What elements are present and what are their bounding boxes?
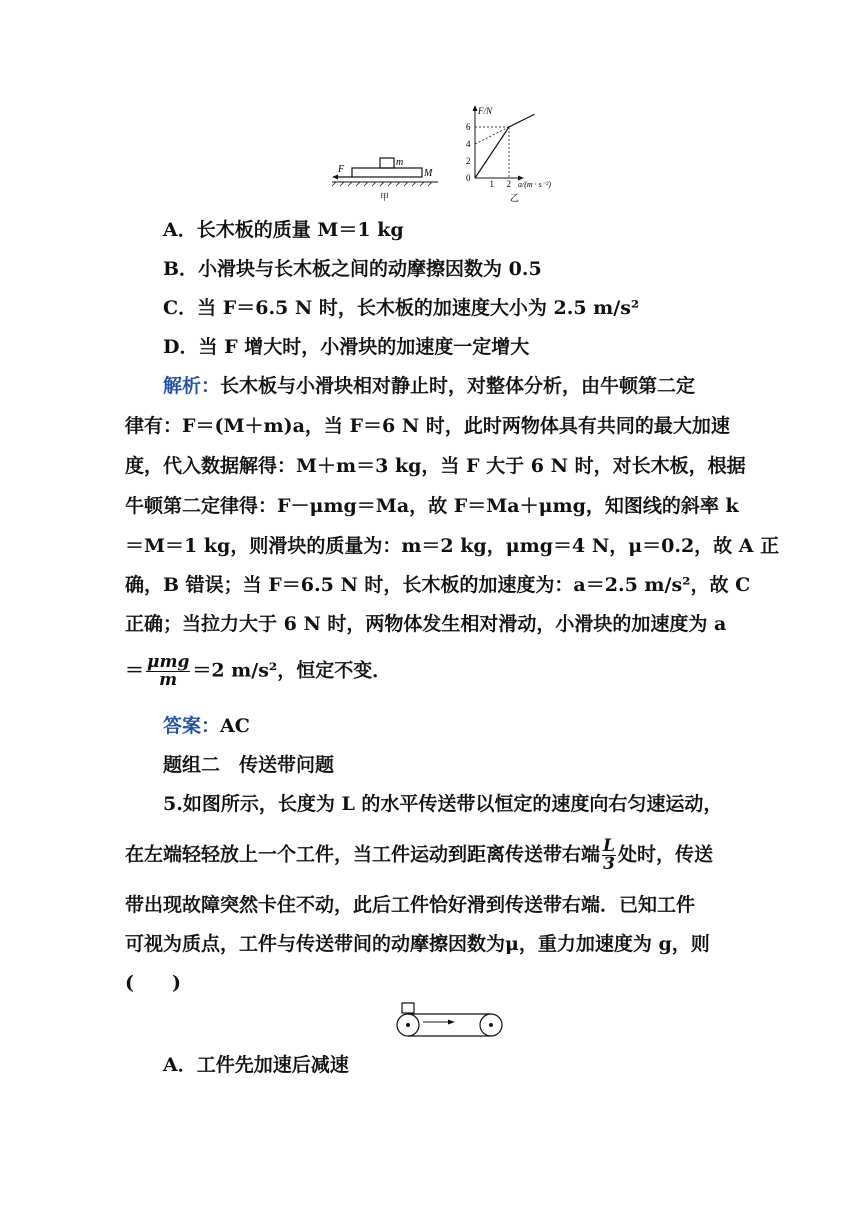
analysis-text-1: 长木板与小滑块相对静止时，对整体分析，由牛顿第二定 bbox=[220, 375, 696, 397]
option-q4-c: C．当 F＝6.5 N 时，长木板的加速度大小为 2.5 m/s² bbox=[163, 297, 640, 319]
analysis-line-3: 度，代入数据解得：M＋m＝3 kg，当 F 大于 6 N 时，对长木板，根据 bbox=[125, 455, 746, 477]
answer-value: AC bbox=[220, 715, 250, 737]
y-axis-label: F/N bbox=[478, 106, 493, 116]
analysis-line-1 bbox=[163, 372, 775, 400]
y-tick-label: 4 bbox=[466, 139, 471, 149]
x-axis-label: a/(m · s⁻²) bbox=[518, 180, 552, 189]
force-label: F bbox=[338, 164, 345, 175]
f-a-series-line bbox=[475, 114, 535, 178]
analysis-line-4: 牛顿第二定律得：F－μmg＝Ma，故 F＝Ma＋μmg，知图线的斜率 k bbox=[125, 495, 739, 517]
analysis-line-5: ＝M＝1 kg，则滑块的质量为：m＝2 kg，μmg＝4 N，μ＝0.2，故 A 正 bbox=[125, 535, 780, 557]
x-tick-label: 1 bbox=[489, 179, 494, 189]
figure-f-a-graph bbox=[455, 102, 580, 208]
option-q4-a: A．长木板的质量 M＝1 kg bbox=[163, 219, 404, 241]
figure-caption-yi: 乙 bbox=[510, 193, 520, 203]
figure-board-block bbox=[330, 150, 440, 205]
analysis-line-2: 律有：F＝(M＋m)a，当 F＝6 N 时，此时两物体具有共同的最大加速 bbox=[125, 415, 730, 437]
board-label: M bbox=[424, 168, 433, 179]
x-tick-label: 2 bbox=[506, 179, 511, 189]
answer-line bbox=[163, 712, 775, 740]
workpiece bbox=[402, 1003, 414, 1013]
analysis-line-6: 确，B 错误；当 F＝6.5 N 时，长木板的加速度为：a＝2.5 m/s²，故 C bbox=[125, 574, 751, 596]
option-q5-a: A．工件先加速后减速 bbox=[163, 1054, 349, 1076]
q5-line-5: ( ) bbox=[125, 972, 181, 994]
block-label: m bbox=[396, 157, 404, 168]
answer-label: 答案： bbox=[163, 715, 221, 737]
option-q4-d: D．当 F 增大时，小滑块的加速度一定增大 bbox=[163, 336, 530, 358]
q5-line-1: 5.如图所示，长度为 L 的水平传送带以恒定的速度向右匀速运动， bbox=[163, 793, 723, 815]
figure-conveyor-belt bbox=[393, 1000, 508, 1042]
y-tick-label: 6 bbox=[466, 122, 471, 132]
section-title: 题组二 传送带问题 bbox=[163, 754, 335, 776]
fraction-mumg-over-m: $\frac{\text{μmg}}{m}$ bbox=[147, 652, 190, 690]
analysis-line-8: ＝ $\frac{\text{μmg}}{m}$ ＝2 m/s²，恒定不变． bbox=[125, 652, 392, 690]
option-q4-b: B．小滑块与长木板之间的动摩擦因数为 0.5 bbox=[163, 258, 542, 280]
figure-caption-jia: 甲 bbox=[380, 192, 390, 202]
q5-line-4: 可视为质点，工件与传送带间的动摩擦因数为μ，重力加速度为 g，则 bbox=[125, 933, 710, 955]
y-tick-label: 2 bbox=[466, 156, 471, 166]
y-tick-label: 0 bbox=[466, 173, 471, 183]
q5-line-2: 在左端轻轻放上一个工件，当工件运动到距离传送带右端 $\frac{L}{3}$ 处时，传送 bbox=[125, 836, 713, 874]
fraction-l-over-3: $\frac{L}{3}$ bbox=[603, 836, 615, 874]
analysis-line-7: 正确；当拉力大于 6 N 时，两物体发生相对滑动，小滑块的加速度为 a bbox=[125, 613, 727, 635]
q5-line-3: 带出现故障突然卡住不动，此后工件恰好滑到传送带右端．已知工件 bbox=[125, 894, 696, 916]
analysis-label: 解析： bbox=[163, 375, 221, 397]
